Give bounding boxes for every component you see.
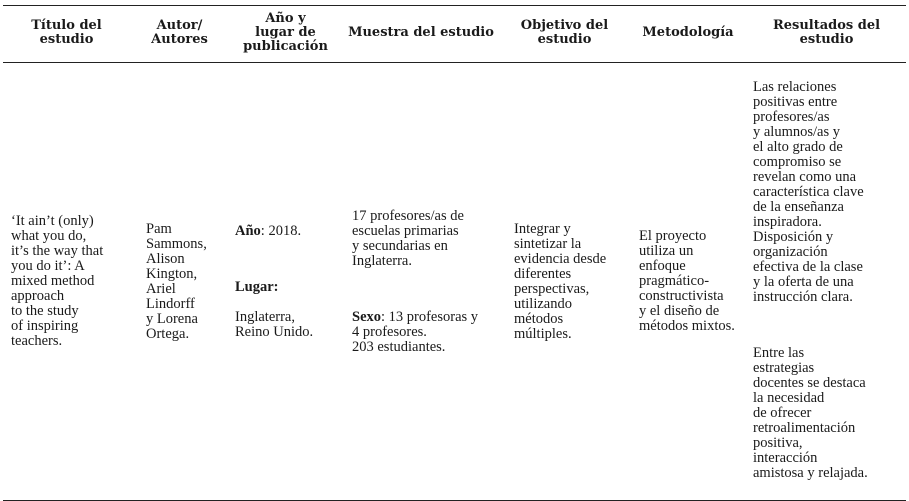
cell-year-place	[229, 63, 342, 501]
table-row	[3, 63, 906, 501]
table-header	[3, 6, 906, 63]
cell-objective: Integrar y sintetizar la evidencia desde diferentes perspectivas, utilizando métodos múltiples.	[514, 220, 607, 342]
cell-title: ‘It ain’t (only) what you do, it’s the way that you do it’: A mixed method approach to the study of inspiring teachers.	[11, 213, 104, 349]
header-title: Título del estudio	[31, 18, 102, 47]
header-results: Resultados del estudio	[772, 18, 881, 47]
header-authors: Autor/ Autores	[151, 18, 208, 47]
place-value: Inglaterra, Reino Unido.	[235, 308, 314, 340]
sex-value: : 13 profesoras y 4 profesores. 203 estudiantes.	[352, 308, 479, 355]
sex-line	[352, 310, 496, 355]
cell-results	[747, 63, 906, 501]
header-methodology: Metodología	[642, 25, 734, 40]
header-row	[3, 6, 906, 63]
studies-table	[3, 5, 906, 501]
header-year-place: Año y lugar de publicación	[243, 11, 328, 54]
year-line	[235, 224, 338, 239]
cell-sample	[342, 63, 500, 501]
header-objective: Objetivo del estudio	[520, 18, 609, 47]
spacer	[753, 320, 902, 331]
cell-authors: Pam Sammons, Alison Kington, Ariel Lindorff y Lorena Ortega.	[146, 220, 207, 342]
sample-text: 17 profesores/as de escuelas primarias y secundarias en Inglaterra.	[352, 207, 464, 269]
results-paragraph-1: Las relaciones positivas entre profesores/as y alumnos/as y el alto grado de compromiso se revelan como una característica clave de la enseñanza inspiradora. Disposición y organización efectiva de la clase y la oferta de una instrucción clara.	[753, 79, 864, 305]
spacer	[352, 284, 496, 295]
cell-methodology: El proyecto utiliza un enfoque pragmático- constructivista y el diseño de métodos mixtos.	[639, 228, 735, 334]
place-label: Lugar:	[235, 278, 279, 295]
spacer	[235, 254, 338, 265]
results-paragraph-2: Entre las estrategias docentes se destaca la necesidad de ofrecer retroalimentación positiva, interacción amistosa y relajada.	[753, 345, 868, 481]
table-body	[3, 63, 906, 501]
year-value: : 2018.	[260, 222, 302, 239]
sex-label: Sexo	[352, 308, 381, 325]
year-label: Año	[235, 222, 261, 239]
header-sample: Muestra del estudio	[348, 25, 494, 40]
